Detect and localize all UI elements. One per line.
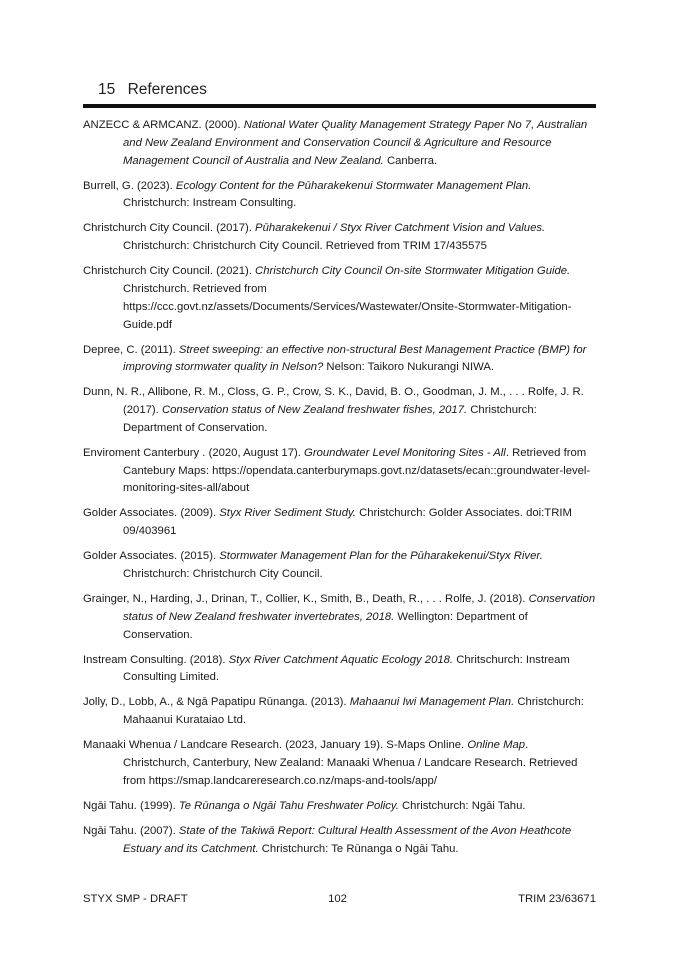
reference-title: Street sweeping: an effective non-structural Best Management Practice (BMP) for improving stormwater quality in Nelson? [123,343,587,374]
reference-publisher: Christchurch: Department of Conservation. [123,404,537,434]
reference-entry [83,445,597,498]
footer-page-number: 102 [328,893,347,905]
reference-title: Conservation status of New Zealand freshwater fishes, 2017. [161,404,468,417]
reference-authors-year: Jolly, D., Lobb, A., & Ngā Papatipu Rūnanga. (2013). [83,696,350,709]
reference-publisher: Christchurch: Instream Consulting. [123,197,297,210]
reference-title: Styx River Sediment Study. [219,507,356,520]
reference-entry [83,178,597,214]
reference-entry [83,694,597,730]
reference-title: Stormwater Management Plan for the Pūharakekenui/Styx River. [219,550,543,563]
footer-trim-reference: TRIM 23/63671 [518,893,596,905]
reference-authors-year: Burrell, G. (2023). [83,179,176,192]
reference-authors-year: Christchurch City Council. (2021). [83,265,256,278]
reference-entry [83,505,597,541]
reference-entry [83,220,597,256]
reference-publisher: Wellington: Department of Conservation. [123,610,528,641]
reference-authors-year: ANZECC & ARMCANZ. (2000). [83,119,244,131]
reference-authors-year: Golder Associates. (2009). [83,507,220,520]
reference-entry [83,548,597,584]
reference-authors-year: Enviroment Canterbury . (2020, August 17). [83,446,305,459]
reference-publisher: Christchurch: Mahaanui Kurataiao Ltd. [123,696,584,727]
reference-title: Te Rūnanga o Ngāi Tahu Freshwater Policy. [178,799,399,812]
reference-entry [83,591,597,644]
reference-title: Pūharakekenui / Styx River Catchment Vision and Values. [255,222,546,235]
reference-title: Conservation status of New Zealand freshwater invertebrates, 2018. [123,593,596,623]
reference-publisher: Christchurch: Christchurch City Council. [123,568,323,581]
reference-entry [83,384,597,437]
reference-entry [83,823,597,859]
reference-authors-year: Manaaki Whenua / Landcare Research. (2023, January 19). S-Maps Online. [83,739,468,752]
reference-publisher: . Retrieved from Cantebury Maps: https://opendata.canterburymaps.govt.nz/datasets/ecan::groundwater-level-monitoring-sites-all/about [123,446,591,495]
reference-authors-year: Depree, C. (2011). [83,343,179,356]
reference-publisher: Christchurch. Retrieved from https://ccc.govt.nz/assets/Documents/Services/Wastewater/Onsite-Stormwater-Mitigation-Guide.pdf [123,282,572,331]
reference-title: Online Map [467,739,526,752]
section-title: References [127,81,207,98]
reference-entry [83,117,597,170]
reference-authors-year: Ngāi Tahu. (2007). [83,824,179,837]
section-heading [98,81,207,99]
reference-entry [83,652,597,688]
reference-entry [83,263,597,334]
reference-publisher: Chritschurch: Instream Consulting Limited. [123,653,570,684]
reference-publisher: Nelson: Taikoro Nukurangi NIWA. [323,361,495,374]
reference-entry [83,798,597,816]
reference-authors-year: Christchurch City Council. (2017). [83,222,256,235]
reference-publisher: Christchurch: Christchurch City Council. Retrieved from TRIM 17/435575 [123,240,487,253]
reference-title: Groundwater Level Monitoring Sites - All [304,446,506,459]
reference-entry [83,737,597,790]
reference-publisher: Christchurch: Te Rūnanga o Ngāi Tahu. [258,842,459,855]
reference-title: National Water Quality Management Strategy Paper No 7, Australian and New Zealand Environment and Conservation Council & Agriculture and Resource Management Council of Australia and New Zealand. [123,119,588,167]
reference-publisher: Christchurch: Ngāi Tahu. [398,799,526,812]
reference-publisher: Canberra. [383,154,438,167]
reference-title: Styx River Catchment Aquatic Ecology 2018. [228,653,454,666]
reference-authors-year: Dunn, N. R., Allibone, R. M., Closs, G. P., Crow, S. K., David, B. O., Goodman, J. M., . . . Rolfe, J. R. (2017). [83,386,584,417]
reference-publisher: Christchurch: Golder Associates. doi:TRIM 09/403961 [123,507,572,538]
reference-authors-year: Grainger, N., Harding, J., Drinan, T., Collier, K., Smith, B., Death, R., . . . Rolfe, J. (2018). [83,593,529,606]
reference-authors-year: Golder Associates. (2015). [83,550,220,563]
reference-title: Ecology Content for the Pūharakekenui Stormwater Management Plan. [175,179,532,192]
reference-title: Mahaanui Iwi Management Plan. [349,696,515,709]
reference-entry [83,342,597,378]
reference-title: State of the Takiwā Report: Cultural Health Assessment of the Avon Heathcote Estuary and its Catchment. [123,824,572,855]
reference-list [83,117,597,866]
section-number: 15 [98,81,116,98]
reference-authors-year: Ngāi Tahu. (1999). [83,799,179,812]
reference-title: Christchurch City Council On-site Stormwater Mitigation Guide. [255,265,571,278]
heading-rule [83,104,596,108]
reference-authors-year: Instream Consulting. (2018). [83,653,229,666]
footer-document-title: STYX SMP - DRAFT [83,893,188,905]
reference-publisher: . Christchurch, Canterbury, New Zealand: Manaaki Whenua / Landcare Research. Retrieved from https://smap.landcareresearch.co.nz/maps-and-tools/app/ [123,739,578,787]
